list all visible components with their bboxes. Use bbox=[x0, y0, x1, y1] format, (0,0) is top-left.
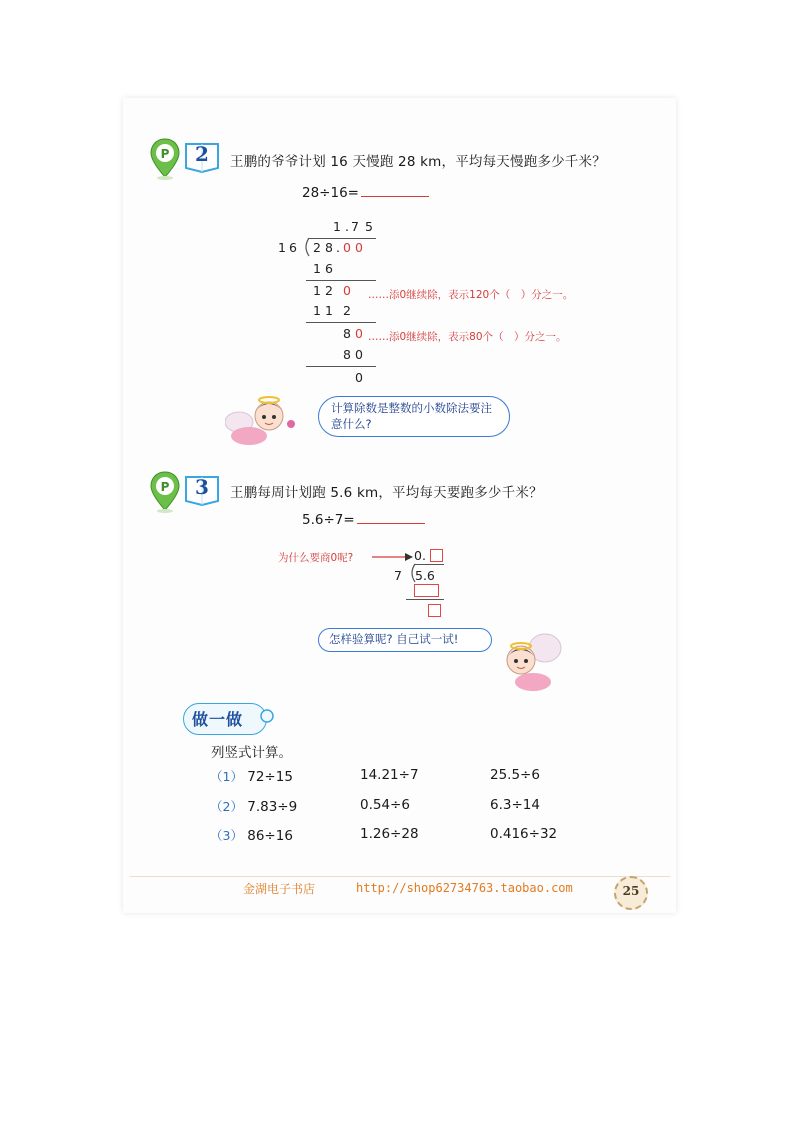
exercise-item: 6.3÷14 bbox=[490, 797, 540, 813]
step-digit: 2 bbox=[325, 283, 333, 298]
step-digit: 0 bbox=[355, 347, 363, 362]
dividend-digit: 8 bbox=[325, 240, 333, 255]
pin-icon bbox=[148, 137, 182, 181]
answer-blank[interactable] bbox=[357, 511, 425, 524]
problem-number: 3 bbox=[195, 475, 209, 499]
dividend-added-zero: 0 bbox=[355, 240, 363, 255]
exercise-label: （2） bbox=[210, 799, 243, 814]
step-digit: 8 bbox=[343, 326, 351, 341]
division-bar bbox=[308, 238, 376, 239]
footer-url[interactable]: http://shop62734763.taobao.com bbox=[356, 881, 573, 895]
exercise-row bbox=[210, 767, 293, 785]
dividend-digit: . bbox=[336, 240, 340, 255]
practice-title: 做一做 bbox=[192, 710, 244, 729]
answer-box[interactable] bbox=[430, 549, 443, 562]
exercise-item: 14.21÷7 bbox=[360, 767, 419, 783]
step-digit: 1 bbox=[313, 303, 321, 318]
quotient-digit: 1 bbox=[333, 219, 341, 234]
question-note: 为什么要商0呢? bbox=[278, 552, 354, 564]
divisor: 16 bbox=[278, 240, 300, 255]
dividend-digit: 2 bbox=[313, 240, 321, 255]
hint-bubble: 计算除数是整数的小数除法要注意什么? bbox=[318, 396, 510, 437]
exercise-row bbox=[210, 826, 293, 844]
page-number-badge bbox=[614, 876, 648, 910]
exercise-item: 86÷16 bbox=[247, 828, 293, 844]
step-line bbox=[406, 599, 444, 600]
step-digit: 6 bbox=[325, 261, 333, 276]
exercise-item: 0.54÷6 bbox=[360, 797, 410, 813]
step-digit: 0 bbox=[355, 326, 363, 341]
problem-number-badge bbox=[184, 473, 220, 503]
angel-mascot-icon bbox=[225, 392, 305, 450]
step-digit: 8 bbox=[343, 347, 351, 362]
quotient-digit: . bbox=[345, 219, 349, 234]
step-line bbox=[306, 280, 376, 281]
quotient-digit: 5 bbox=[365, 219, 373, 234]
footer-shop-name: 金湖电子书店 bbox=[243, 882, 316, 896]
equation-text: 5.6÷7= bbox=[302, 512, 355, 528]
answer-blank[interactable] bbox=[361, 184, 429, 197]
equation-text: 28÷16= bbox=[302, 185, 359, 201]
quotient-digit: 7 bbox=[351, 219, 359, 234]
page-number: 25 bbox=[622, 884, 640, 898]
step-digit: 0 bbox=[355, 370, 363, 385]
step-line bbox=[306, 322, 376, 323]
exercise-label: （1） bbox=[210, 769, 243, 784]
division-bar bbox=[414, 564, 444, 565]
quotient: 0. bbox=[414, 548, 426, 563]
problem-text: 王鹏每周计划跑 5.6 km，平均每天要跑多少千米？ bbox=[230, 485, 543, 501]
step-line bbox=[306, 366, 376, 367]
dividend-added-zero: 0 bbox=[343, 240, 351, 255]
exercise-item: 0.416÷32 bbox=[490, 826, 558, 842]
step-digit: 1 bbox=[313, 261, 321, 276]
svg-text:P: P bbox=[160, 147, 170, 161]
problem-number: 2 bbox=[195, 142, 209, 166]
problem-number-badge bbox=[184, 140, 220, 170]
equation bbox=[302, 511, 425, 528]
badge-tail-icon bbox=[259, 708, 275, 724]
exercise-item: 7.83÷9 bbox=[247, 799, 298, 815]
exercise-item: 25.5÷6 bbox=[490, 767, 540, 783]
practice-instruction: 列竖式计算。 bbox=[211, 745, 292, 761]
long-division-1 bbox=[270, 216, 390, 391]
step-digit: 1 bbox=[313, 283, 321, 298]
step-digit: 1 bbox=[325, 303, 333, 318]
exercise-item: 72÷15 bbox=[247, 769, 293, 785]
step-digit: 0 bbox=[343, 283, 351, 298]
step-digit: 2 bbox=[343, 303, 351, 318]
annotation-note: ……添0继续除，表示80个（ ）分之一。 bbox=[368, 331, 567, 343]
long-division-2 bbox=[390, 546, 460, 618]
answer-box[interactable] bbox=[428, 604, 441, 617]
exercise-row bbox=[210, 797, 297, 815]
annotation-note: ……添0继续除，表示120个（ ）分之一。 bbox=[368, 289, 574, 301]
hint-bubble: 怎样验算呢? 自己试一试! bbox=[318, 628, 492, 652]
exercise-item: 1.26÷28 bbox=[360, 826, 419, 842]
angel-mascot-icon bbox=[493, 630, 565, 696]
answer-box[interactable] bbox=[414, 584, 439, 597]
dividend: 5.6 bbox=[415, 568, 435, 583]
pin-icon bbox=[148, 470, 182, 514]
divisor: 7 bbox=[394, 568, 402, 583]
exercise-label: （3） bbox=[210, 828, 243, 843]
practice-title-badge bbox=[183, 703, 267, 735]
equation bbox=[302, 184, 429, 201]
svg-text:P: P bbox=[160, 480, 170, 494]
problem-text: 王鹏的爷爷计划 16 天慢跑 28 km，平均每天慢跑多少千米？ bbox=[230, 154, 606, 170]
